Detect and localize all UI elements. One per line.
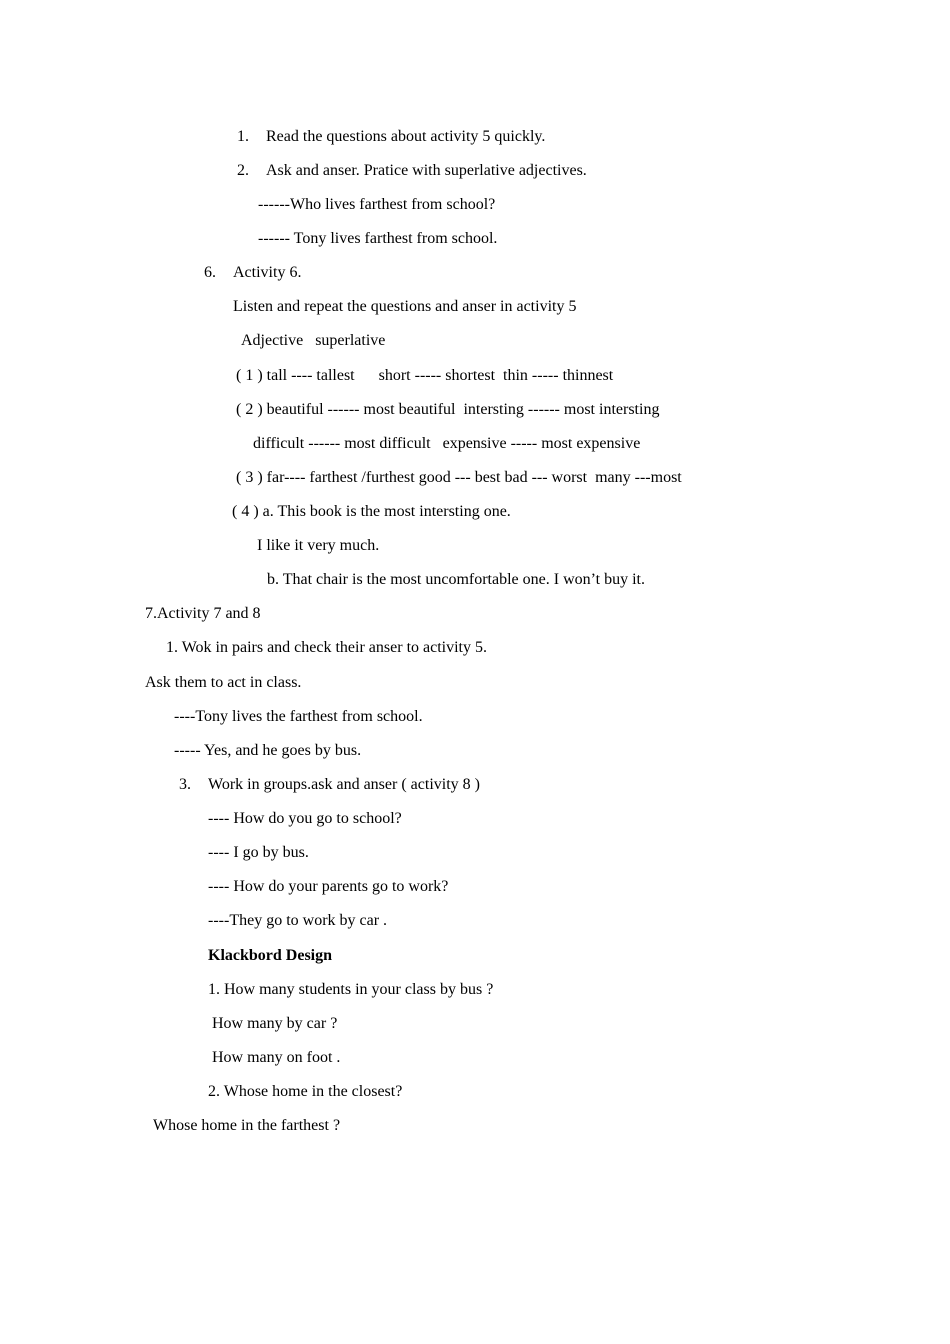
text-line: Work in groups.ask and anser ( activity 8 ) — [208, 776, 480, 793]
list-number: 1. — [237, 128, 249, 145]
text-line: ------ Tony lives farthest from school. — [258, 230, 498, 247]
list-number: 2. — [237, 162, 249, 179]
text-line: ( 4 ) a. This book is the most intersting one. — [232, 503, 511, 520]
text-line: ( 2 ) beautiful ------ most beautiful intersting ------ most intersting — [236, 401, 660, 418]
text-line: ----- Yes, and he goes by bus. — [174, 742, 362, 759]
text-line: ---- How do you go to school? — [208, 810, 402, 827]
text-line: ------Who lives farthest from school? — [258, 196, 496, 213]
list-number: 3. — [179, 776, 191, 793]
blackboard-design-heading: Klackbord Design — [208, 947, 333, 964]
text-line: ( 1 ) tall ---- tallest short ----- shortest thin ----- thinnest — [236, 367, 614, 384]
text-line: 2. Whose home in the closest? — [208, 1083, 403, 1100]
text-line: ( 3 ) far---- farthest /furthest good --- best bad --- worst many ---most — [236, 469, 682, 486]
text-line: How many on foot . — [212, 1049, 341, 1066]
text-line: difficult ------ most difficult expensive ----- most expensive — [253, 435, 641, 452]
text-line: 1. Wok in pairs and check their anser to activity 5. — [166, 639, 487, 656]
text-line: b. That chair is the most uncomfortable one. I won’t buy it. — [267, 571, 645, 588]
list-number: 6. — [204, 264, 216, 281]
text-line: ---- How do your parents go to work? — [208, 878, 449, 895]
text-line: Ask and anser. Pratice with superlative adjectives. — [266, 162, 587, 179]
section-heading: Activity 6. — [233, 264, 302, 281]
section-heading: 7.Activity 7 and 8 — [145, 605, 261, 622]
text-line: Whose home in the farthest ? — [153, 1117, 341, 1134]
text-line: ---- I go by bus. — [208, 844, 309, 861]
text-line: I like it very much. — [257, 537, 380, 554]
text-line: Read the questions about activity 5 quickly. — [266, 128, 546, 145]
text-line: Adjective superlative — [241, 332, 386, 349]
text-line: ----Tony lives the farthest from school. — [174, 708, 423, 725]
text-line: Listen and repeat the questions and anser in activity 5 — [233, 298, 577, 315]
text-line: ----They go to work by car . — [208, 912, 388, 929]
text-line: 1. How many students in your class by bus ? — [208, 981, 494, 998]
text-line: Ask them to act in class. — [145, 674, 302, 691]
text-line: How many by car ? — [212, 1015, 338, 1032]
